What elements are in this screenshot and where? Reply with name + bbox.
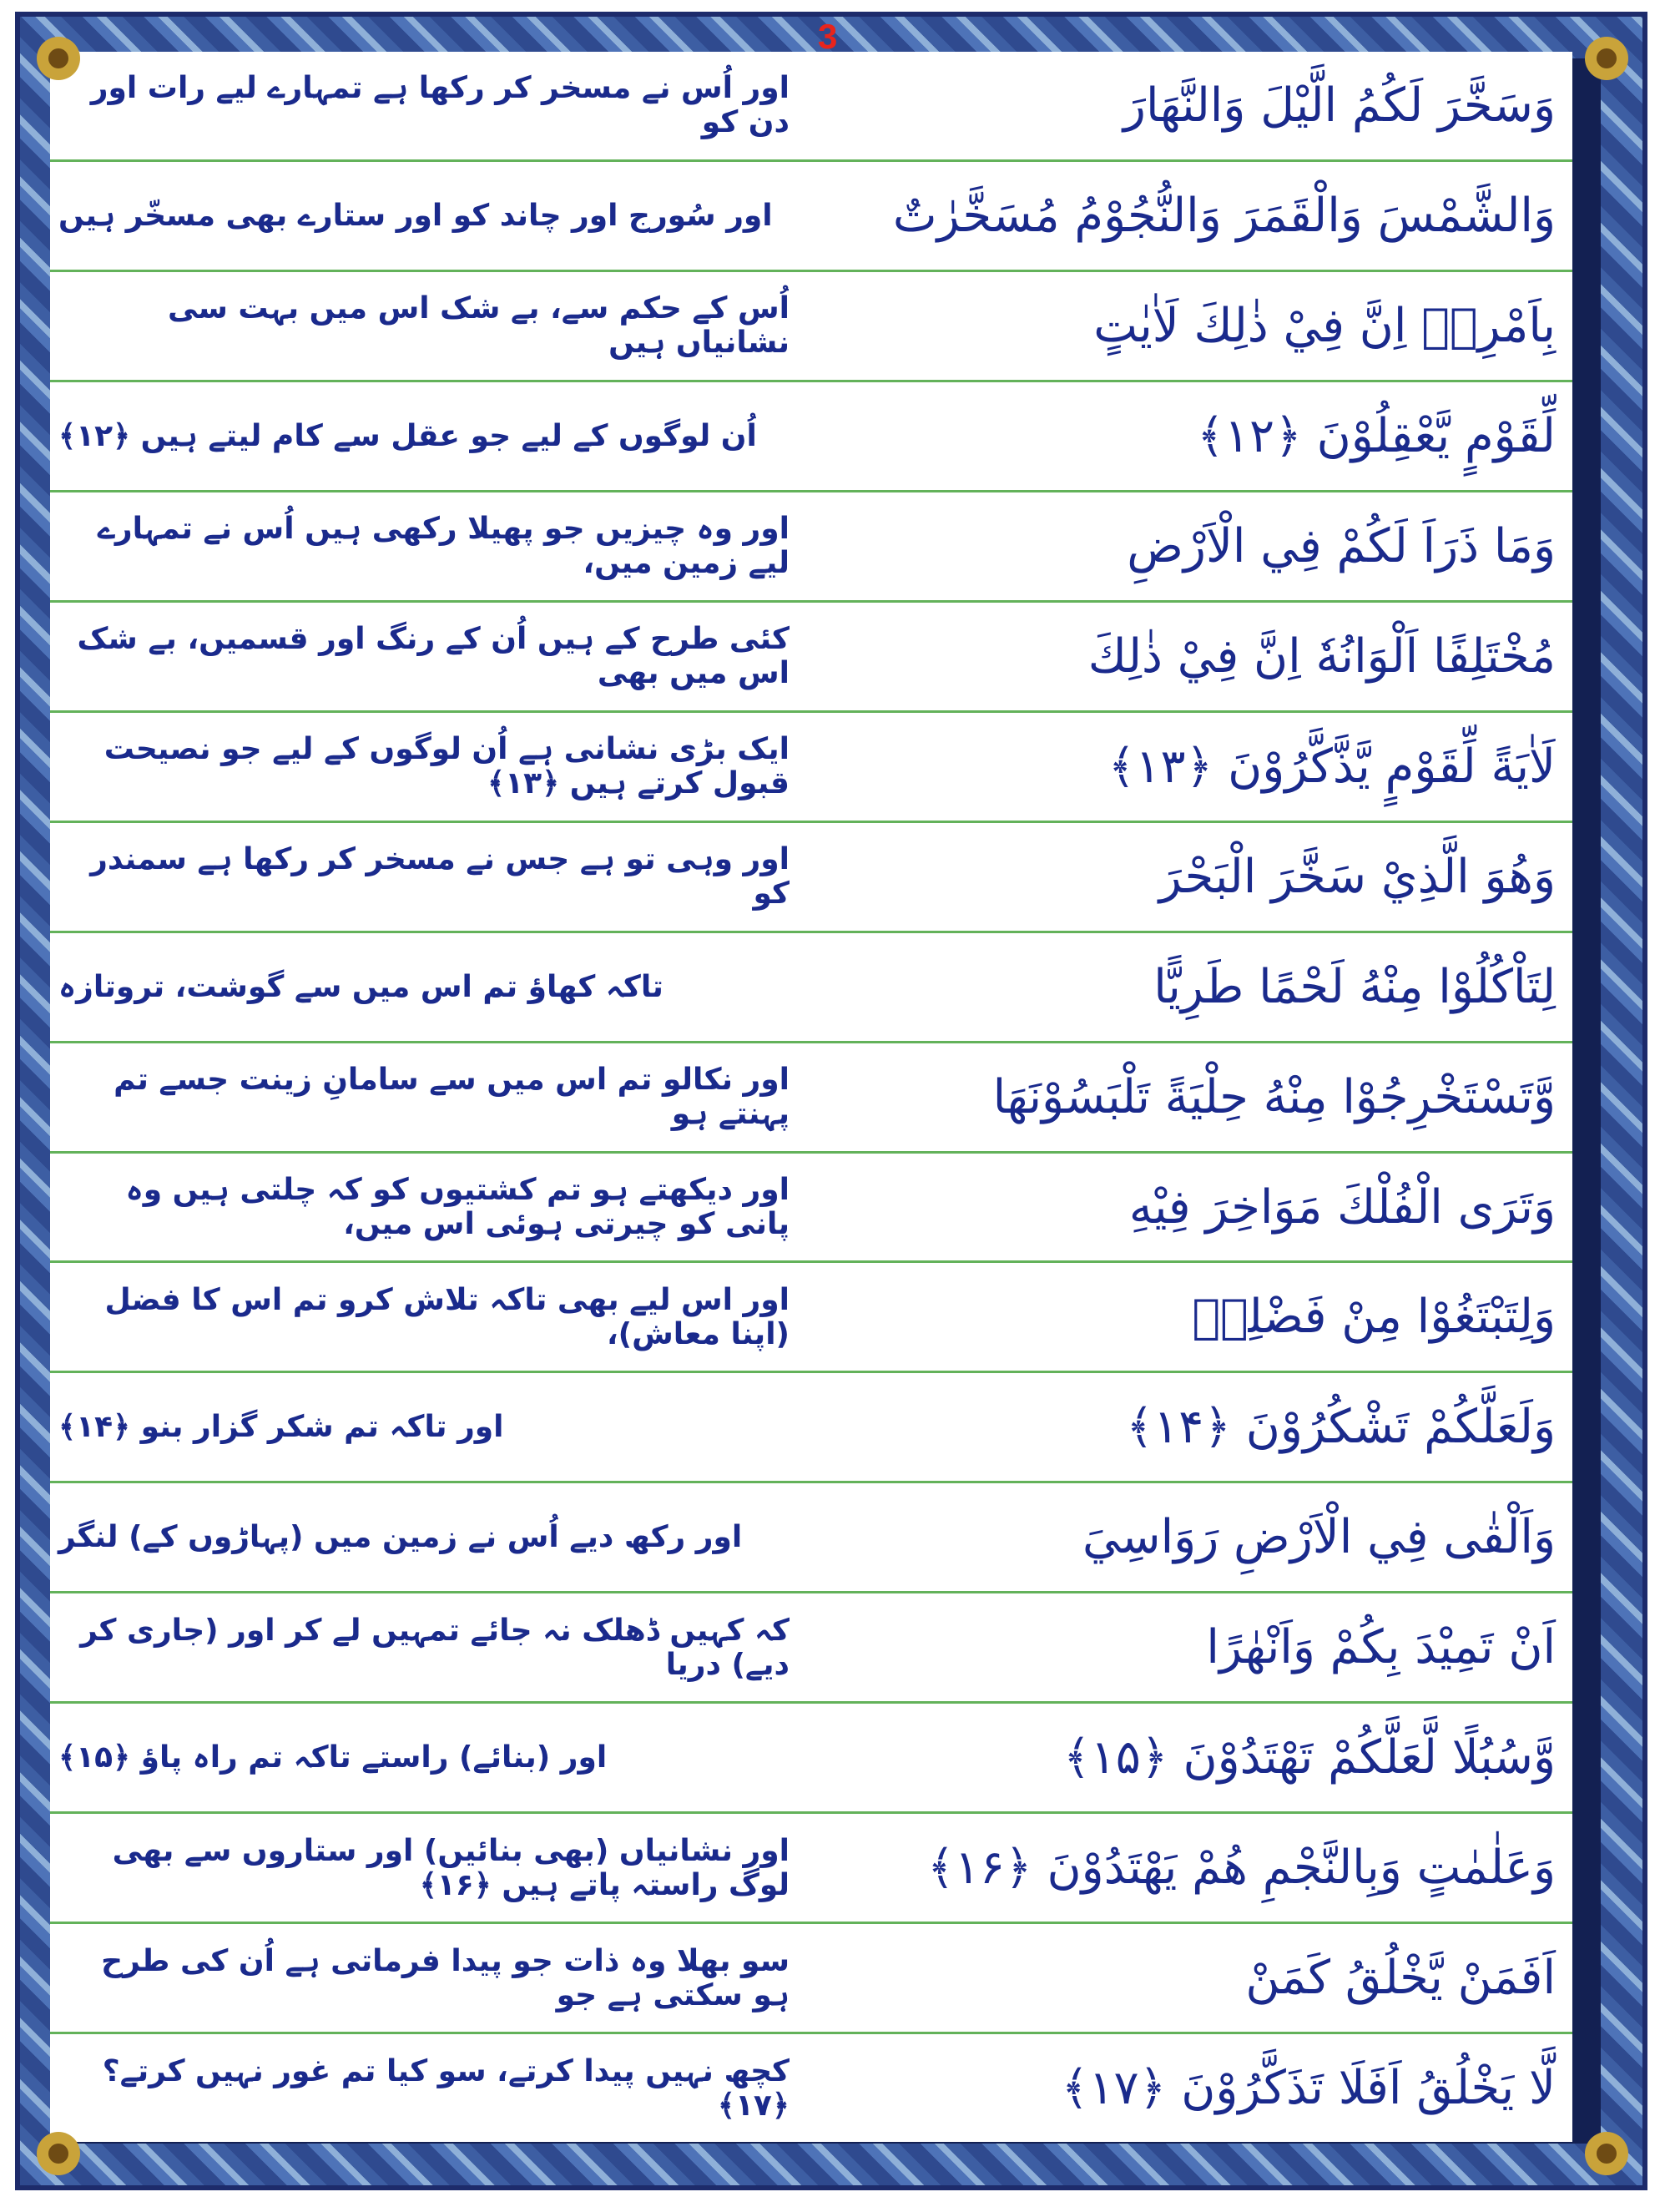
- verse-row: [50, 1263, 1572, 1373]
- arabic-verse-text: اَنْ تَمِيْدَ بِكُمْ وَاَنْهٰرًا: [1206, 1620, 1556, 1675]
- arabic-verse-text: وَّتَسْتَخْرِجُوْا مِنْهُ حِلْيَةً تَلْبَسُوْنَهَا: [992, 1069, 1556, 1124]
- verse-row: [50, 1704, 1572, 1814]
- urdu-translation-cell: [50, 1814, 811, 1922]
- urdu-translation-cell: [50, 1593, 811, 1701]
- verse-row: [50, 1814, 1572, 1924]
- urdu-translation-text: اور رکھ دیے اُس نے زمین میں (پہاڑوں کے) لنگر: [58, 1520, 743, 1555]
- urdu-translation-text: تاکہ کھاؤ تم اس میں سے گوشت، تروتازہ: [58, 969, 663, 1004]
- urdu-translation-text: اور اُس نے مسخر کر رکھا ہے تمہارے لیے رات اور دن کو: [90, 71, 790, 140]
- urdu-translation-cell: [50, 713, 811, 821]
- verse-row: [50, 823, 1572, 933]
- urdu-translation-cell: [50, 823, 811, 931]
- verse-row: [50, 1593, 1572, 1704]
- urdu-translation-text: اور اس لیے بھی تاکہ تلاش کرو تم اس کا فضل (اپنا معاش)،: [104, 1282, 790, 1351]
- arabic-verse-cell: [811, 1263, 1572, 1371]
- verse-row: [50, 382, 1572, 492]
- urdu-translation-text: سو بھلا وہ ذات جو پیدا فرماتی ہے اُن کی طرح ہو سکتی ہے جو: [101, 1943, 790, 2013]
- urdu-translation-cell: [50, 1483, 811, 1591]
- urdu-translation-cell: [50, 1924, 811, 2032]
- arabic-verse-cell: [811, 2034, 1572, 2142]
- arabic-verse-text: وَلَعَلَّكُمْ تَشْكُرُوْنَ ﴿۱۴﴾: [1126, 1400, 1556, 1455]
- urdu-translation-cell: [50, 382, 811, 490]
- arabic-verse-text: لَاٰيَةً لِّقَوْمٍ يَّذَّكَّرُوْنَ ﴿۱۳﴾: [1107, 739, 1556, 794]
- arabic-verse-cell: [811, 1704, 1572, 1811]
- urdu-translation-text: اُن لوگوں کے لیے جو عقل سے کام لیتے ہیں ﴿۱۲﴾: [58, 418, 757, 453]
- arabic-verse-text: وَعَلٰمٰتٍ وَبِالنَّجْمِ هُمْ يَهْتَدُوْنَ ﴿۱۶﴾: [926, 1841, 1556, 1896]
- urdu-translation-text: اور نشانیاں (بھی بنائیں) اور ستاروں سے بھی لوگ راستہ پاتے ہیں ﴿۱۶﴾: [112, 1833, 790, 1902]
- urdu-translation-cell: [50, 2034, 811, 2142]
- arabic-verse-cell: [811, 933, 1572, 1041]
- urdu-translation-text: کہ کہیں ڈھلک نہ جائے تمہیں لے کر اور (جاری کر دیے) دریا: [80, 1613, 790, 1682]
- arabic-verse-text: مُخْتَلِفًا اَلْوَانُهٗ اِنَّ فِيْ ذٰلِكَ: [1087, 629, 1556, 684]
- arabic-verse-cell: [811, 272, 1572, 380]
- urdu-translation-text: کچھ نہیں پیدا کرتے، سو کیا تم غور نہیں کرتے؟ ﴿۱۷﴾: [102, 2053, 790, 2123]
- arabic-verse-text: وَسَخَّرَ لَكُمُ الَّيْلَ وَالنَّهَارَ: [1123, 78, 1556, 133]
- arabic-verse-cell: [811, 1154, 1572, 1261]
- arabic-verse-text: وَتَرَى الْفُلْكَ مَوَاخِرَ فِيْهِ: [1128, 1179, 1556, 1235]
- arabic-verse-cell: [811, 1814, 1572, 1922]
- verse-row: [50, 1154, 1572, 1264]
- arabic-verse-text: وَاَلْقٰى فِي الْاَرْضِ رَوَاسِيَ: [1082, 1510, 1556, 1565]
- arabic-verse-text: وَّسُبُلًا لَّعَلَّكُمْ تَهْتَدُوْنَ ﴿۱۵﴾: [1062, 1730, 1556, 1785]
- urdu-translation-text: اور تاکہ تم شکر گزار بنو ﴿۱۴﴾: [58, 1410, 504, 1445]
- urdu-translation-cell: [50, 492, 811, 600]
- urdu-translation-cell: [50, 272, 811, 380]
- arabic-verse-cell: [811, 1373, 1572, 1481]
- arabic-verse-cell: [811, 1593, 1572, 1701]
- arabic-verse-text: لِتَاْكُلُوْا مِنْهُ لَحْمًا طَرِيًّا: [1153, 959, 1556, 1014]
- urdu-translation-text: اور (بنائے) راستے تاکہ تم راہ پاؤ ﴿۱۵﴾: [58, 1740, 608, 1775]
- arabic-verse-cell: [811, 1924, 1572, 2032]
- verse-row: [50, 162, 1572, 272]
- arabic-verse-cell: [811, 713, 1572, 821]
- urdu-translation-cell: [50, 933, 811, 1041]
- urdu-translation-text: اُس کے حکم سے، بے شک اس میں بہت سی نشانیاں ہیں: [168, 291, 790, 361]
- arabic-verse-text: لِّقَوْمٍ يَّعْقِلُوْنَ ﴿۱۲﴾: [1197, 408, 1556, 463]
- arabic-verse-cell: [811, 823, 1572, 931]
- urdu-translation-cell: [50, 1043, 811, 1151]
- arabic-verse-text: وَمَا ذَرَاَ لَكُمْ فِي الْاَرْضِ: [1127, 518, 1556, 573]
- verse-row: [50, 2034, 1572, 2142]
- arabic-verse-cell: [811, 52, 1572, 159]
- corner-ornament-icon: [33, 33, 83, 83]
- arabic-verse-cell: [811, 1043, 1572, 1151]
- verse-row: [50, 603, 1572, 713]
- urdu-translation-text: اور وہ چیزیں جو پھیلا رکھی ہیں اُس نے تمہارے لیے زمین میں،: [97, 512, 790, 581]
- arabic-verse-cell: [811, 603, 1572, 710]
- arabic-verse-cell: [811, 162, 1572, 270]
- corner-ornament-icon: [1582, 2129, 1632, 2179]
- corner-ornament-icon: [1582, 33, 1632, 83]
- verse-row: [50, 713, 1572, 823]
- verse-row: [50, 1483, 1572, 1593]
- urdu-translation-cell: [50, 162, 811, 270]
- urdu-translation-text: ایک بڑی نشانی ہے اُن لوگوں کے لیے جو نصیحت قبول کرتے ہیں ﴿۱۳﴾: [103, 732, 790, 801]
- urdu-translation-text: کئی طرح کے ہیں اُن کے رنگ اور قسمیں، بے شک اس میں بھی: [77, 622, 790, 691]
- arabic-verse-text: وَهُوَ الَّذِيْ سَخَّرَ الْبَحْرَ: [1158, 849, 1556, 904]
- arabic-verse-text: وَلِتَبْتَغُوْا مِنْ فَضْلِهٖ: [1192, 1290, 1556, 1345]
- corner-ornament-icon: [33, 2129, 83, 2179]
- urdu-translation-cell: [50, 1263, 811, 1371]
- urdu-translation-cell: [50, 1373, 811, 1481]
- urdu-translation-cell: [50, 52, 811, 159]
- verse-row: [50, 272, 1572, 382]
- arabic-verse-text: اَفَمَنْ يَّخْلُقُ كَمَنْ: [1245, 1951, 1556, 2006]
- verse-row: [50, 933, 1572, 1043]
- verse-row: [50, 1373, 1572, 1483]
- arabic-verse-cell: [811, 382, 1572, 490]
- verse-row: [50, 492, 1572, 603]
- arabic-verse-cell: [811, 492, 1572, 600]
- urdu-translation-text: اور دیکھتے ہو تم کشتیوں کو کہ چلتی ہیں وہ پانی کو چیرتی ہوئی اس میں،: [125, 1173, 790, 1241]
- urdu-translation-text: اور وہی تو ہے جس نے مسخر کر رکھا ہے سمندر کو: [90, 842, 790, 912]
- verse-row: [50, 1924, 1572, 2034]
- verse-table: [50, 52, 1572, 2142]
- urdu-translation-text: اور سُورج اور چاند کو اور ستارے بھی مسخّر ہیں: [58, 198, 773, 233]
- arabic-verse-cell: [811, 1483, 1572, 1591]
- urdu-translation-cell: [50, 603, 811, 710]
- arabic-verse-text: وَالشَّمْسَ وَالْقَمَرَ وَالنُّجُوْمُ مُسَخَّرٰتٌ: [892, 188, 1556, 243]
- urdu-translation-cell: [50, 1704, 811, 1811]
- urdu-translation-cell: [50, 1154, 811, 1261]
- urdu-translation-text: اور نکالو تم اس میں سے سامانِ زینت جسے تم پہنتے ہو: [114, 1063, 790, 1132]
- verse-row: [50, 52, 1572, 162]
- page-number: 3: [818, 17, 838, 56]
- arabic-verse-text: لَّا يَخْلُقُ اَفَلَا تَذَكَّرُوْنَ ﴿۱۷﴾: [1061, 2061, 1556, 2116]
- arabic-verse-text: بِاَمْرِهٖ اِنَّ فِيْ ذٰلِكَ لَاٰيٰتٍ: [1093, 298, 1556, 353]
- verse-row: [50, 1043, 1572, 1154]
